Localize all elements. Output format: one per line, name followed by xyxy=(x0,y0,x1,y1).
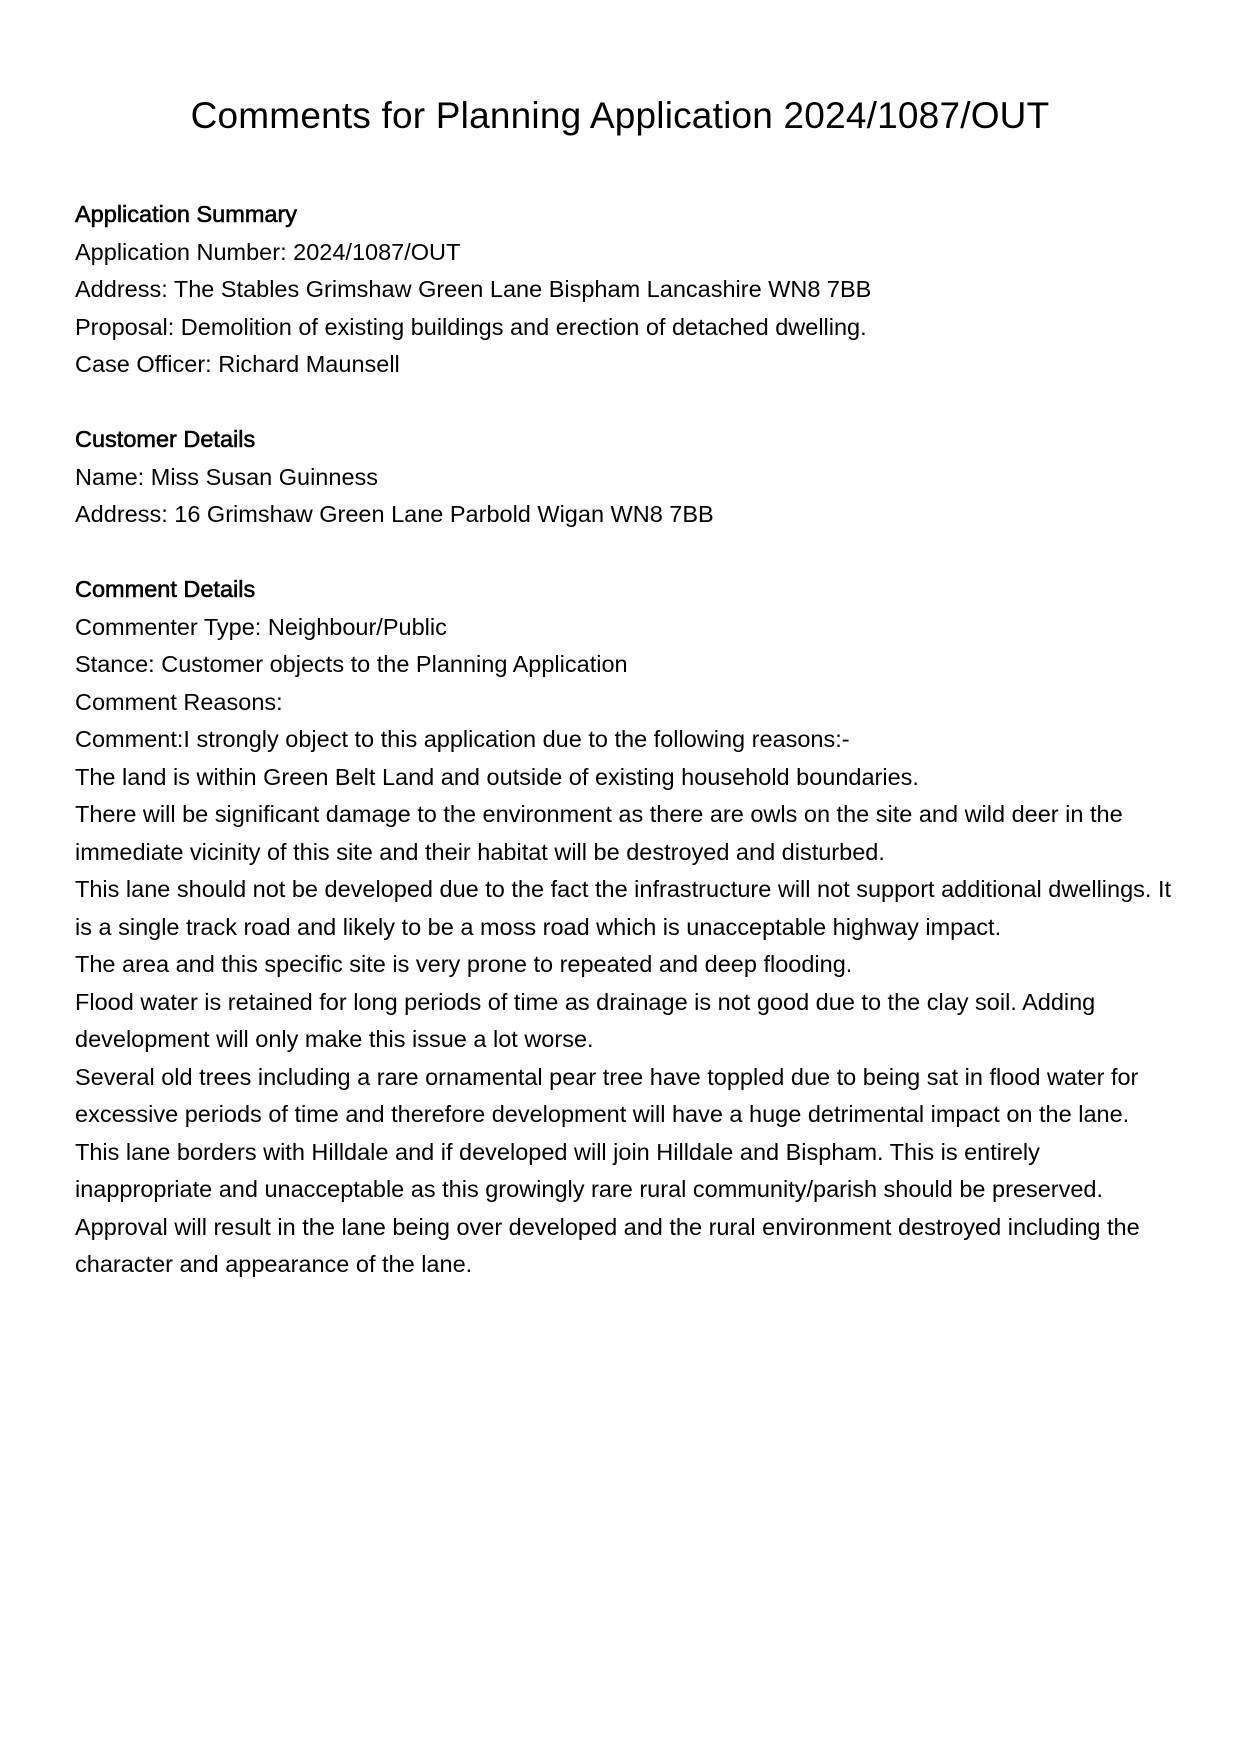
page-title: Comments for Planning Application 2024/1087/OUT xyxy=(190,95,1050,136)
comment-paragraph: This lane borders with Hilldale and if developed will join Hilldale and Bispham. This is entirely inappropriate and unacceptable as this growingly rare rural community/parish should be preserved. xyxy=(75,1138,1104,1202)
comment-paragraph: There will be significant damage to the environment as there are owls on the site and wild deer in the immediate vicinity of this site and their habitat will be destroyed and disturbed. xyxy=(75,801,1123,865)
proposal: Proposal: Demolition of existing buildings and erection of detached dwelling. xyxy=(75,313,867,340)
section-heading-customer-details: Customer Details xyxy=(75,426,256,452)
application-summary-section xyxy=(75,196,1175,384)
document-body xyxy=(75,196,1175,1321)
commenter-type: Commenter Type: Neighbour/Public xyxy=(75,613,447,640)
comment-paragraph: Approval will result in the lane being over developed and the rural environment destroyed including the character and appearance of the lane. xyxy=(75,1213,1140,1277)
comment-intro: Comment:I strongly object to this application due to the following reasons:- xyxy=(75,726,850,752)
stance: Stance: Customer objects to the Planning Application xyxy=(75,651,628,677)
comment-details-section xyxy=(75,571,1175,1284)
application-number: Application Number: 2024/1087/OUT xyxy=(75,238,461,265)
comment-paragraph: This lane should not be developed due to the fact the infrastructure will not support additional dwellings. It is a single track road and likely to be a moss road which is unacceptable highway impact. xyxy=(75,876,1172,940)
comment-reasons: Comment Reasons: xyxy=(75,688,283,715)
comment-paragraph: Flood water is retained for long periods of time as drainage is not good due to the clay soil. Adding development will only make this issue a lot worse. xyxy=(75,988,1096,1052)
customer-details-section xyxy=(75,421,1175,534)
section-heading-comment-details: Comment Details xyxy=(75,576,256,602)
site-address: Address: The Stables Grimshaw Green Lane Bispham Lancashire WN8 7BB xyxy=(75,276,872,302)
customer-name: Name: Miss Susan Guinness xyxy=(75,463,379,490)
section-heading-application-summary: Application Summary xyxy=(75,201,298,227)
comment-paragraph: The land is within Green Belt Land and outside of existing household boundaries. xyxy=(75,763,919,790)
case-officer: Case Officer: Richard Maunsell xyxy=(75,351,400,377)
customer-address: Address: 16 Grimshaw Green Lane Parbold Wigan WN8 7BB xyxy=(75,501,714,527)
comment-paragraph: The area and this specific site is very prone to repeated and deep flooding. xyxy=(75,951,853,977)
comment-paragraph: Several old trees including a rare ornamental pear tree have toppled due to being sat in flood water for excessive periods of time and therefore development will have a huge detrimental impact on the lane. xyxy=(75,1063,1139,1127)
